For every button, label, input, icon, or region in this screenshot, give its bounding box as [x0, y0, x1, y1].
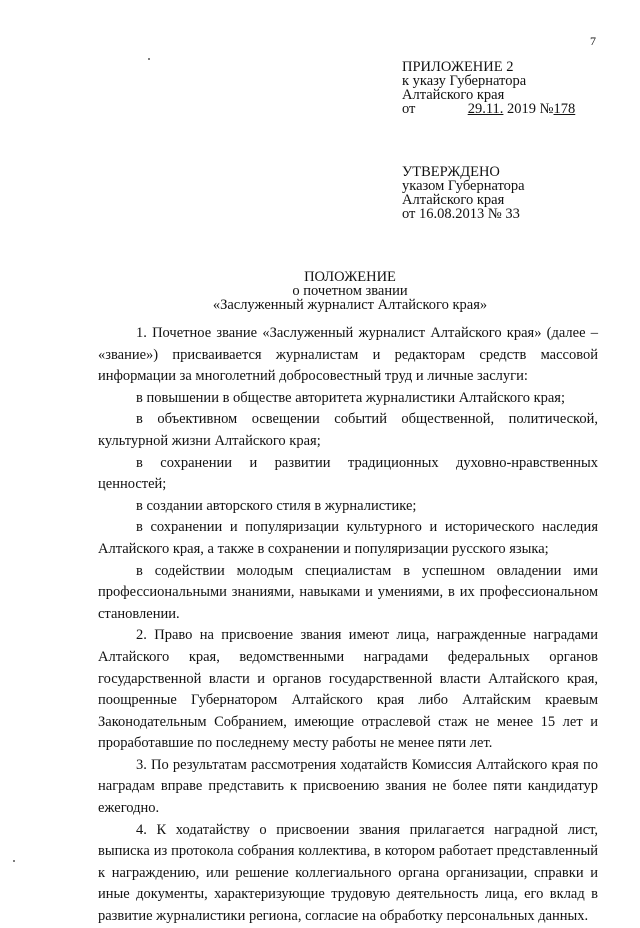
- scan-speck: [148, 58, 150, 60]
- paragraph: в создании авторского стиля в журналистике;: [136, 497, 417, 514]
- decree-number: 178: [553, 101, 576, 117]
- paragraph: в содействии молодым специалистам в успешном овладении ими профессиональными знаниями, навыками и умениями, в их профессиональном становлении.: [98, 562, 598, 622]
- paragraph: в сохранении и популяризации культурного и исторического наследия Алтайского края, а также в сохранении и популяризации русского языка;: [98, 519, 598, 557]
- approved-line: Алтайского края: [402, 192, 505, 208]
- paragraph: в сохранении и развитии традиционных духовно-нравственных ценностей;: [98, 454, 598, 493]
- approved-line: указом Губернатора: [402, 178, 525, 194]
- paragraph: 1. Почетное звание «Заслуженный журналист Алтайского края» (далее – «звание») присваивается журналистам и редакторам средств массовой информации за многолетний добросовестный труд и личные заслуги:: [98, 325, 598, 385]
- document-body: [98, 323, 598, 928]
- scan-speck: [13, 860, 15, 862]
- approved-line: от 16.08.2013 № 33: [402, 206, 520, 222]
- heading-title: ПОЛОЖЕНИЕ: [304, 269, 396, 285]
- paragraph: 4. К ходатайству о присвоении звания прилагается наградной лист, выписка из протокола собрания коллектива, в котором работает представленный к награждению, или решение коллегиального органа организации, справки и иные документы, характеризующие трудовую деятельность лица, его вклад в развитие журналистики региона, согласие на обработку персональных данных.: [98, 821, 598, 925]
- appendix-date-line: [402, 102, 632, 116]
- approved-block: [402, 165, 632, 221]
- paragraph: 2. Право на присвоение звания имеют лица, награжденные наградами Алтайского края, ведомственными наградами федеральных органов государственной власти и органов государственной власти Алтайского края, поощренные Губернатором Алтайского края либо Алтайским краевым Законодательным Собранием, имеющие отраслевой стаж не менее 15 лет и проработавшие по последнему месту работы не менее пяти лет.: [98, 627, 598, 752]
- approved-title: УТВЕРЖДЕНО: [402, 164, 500, 180]
- appendix-block: [402, 60, 632, 116]
- decree-year: 2019: [507, 101, 537, 117]
- document-heading: [90, 270, 610, 312]
- appendix-line: Алтайского края: [402, 87, 505, 103]
- heading-subtitle: о почетном звании: [292, 283, 408, 299]
- paragraph: в объективном освещении событий общественной, политической, культурной жизни Алтайского края;: [98, 411, 598, 449]
- number-prefix: №: [539, 101, 554, 117]
- page-number: 7: [590, 34, 596, 48]
- from-prefix: от: [402, 101, 416, 117]
- appendix-title: ПРИЛОЖЕНИЕ 2: [402, 59, 514, 75]
- paragraph: 3. По результатам рассмотрения ходатайств Комиссия Алтайского края по наградам вправе представить к присвоению звания не более пяти кандидатур ежегодно.: [98, 756, 598, 817]
- paragraph: в повышении в обществе авторитета журналистики Алтайского края;: [136, 389, 566, 406]
- heading-subtitle: «Заслуженный журналист Алтайского края»: [212, 297, 488, 313]
- decree-date: 29.11.: [467, 101, 504, 117]
- appendix-line: к указу Губернатора: [402, 73, 527, 89]
